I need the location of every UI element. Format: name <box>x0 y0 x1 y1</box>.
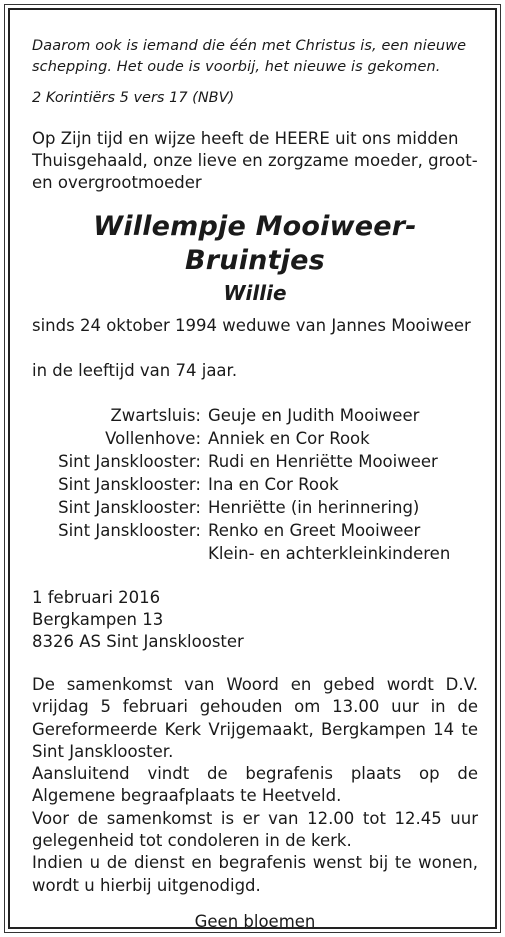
widow-line: sinds 24 oktober 1994 weduwe van Jannes Mooiweer <box>32 316 471 335</box>
family-place: Sint Jansklooster: <box>58 521 201 540</box>
family-row <box>32 404 478 427</box>
deceased-nickname: Willie <box>223 281 287 305</box>
family-row <box>32 473 478 496</box>
family-names: Renko en Greet Mooiweer <box>208 521 421 540</box>
family-list <box>32 404 478 565</box>
notice-paragraph-1: De samenkomst van Woord en gebed wordt D.V. vrijdag 5 februari gehouden om 13.00 uur in de Gereformeerde Kerk Vrijgemaakt, Bergkampen 14 te Sint Jansklooster. <box>32 675 478 761</box>
family-names: Henriëtte (in herinnering) <box>208 498 420 517</box>
notice-paragraph-2: Aansluitend vindt de begrafenis plaats op de Algemene begraafplaats te Heetveld. <box>32 764 478 806</box>
notice-paragraph-3: Voor de samenkomst is er van 12.00 tot 12.45 uur gelegenheid tot condoleren in de kerk. <box>32 808 478 851</box>
age-line: in de leeftijd van 74 jaar. <box>32 361 238 380</box>
family-place: Sint Jansklooster: <box>58 498 201 517</box>
bible-verse <box>32 36 478 109</box>
address-street: Bergkampen 13 <box>32 610 164 629</box>
intro-line-1: Op Zijn tijd en wijze heeft de HEERE uit ons midden <box>32 129 459 148</box>
family-names: Anniek en Cor Rook <box>208 429 370 448</box>
family-place: Sint Jansklooster: <box>58 452 201 471</box>
intro-text <box>32 128 478 194</box>
intro-line-2: Thuisgehaald, onze lieve en zorgzame moeder, groot- <box>32 151 478 170</box>
intro-line-3: en overgrootmoeder <box>32 173 202 192</box>
notice-paragraph-4: Indien u de dienst en begrafenis wenst bij te wonen, wordt u hierbij uitgenodigd. <box>32 853 478 895</box>
family-row <box>32 450 478 473</box>
grandchildren-line: Klein- en achterkleinkinderen <box>208 544 451 563</box>
service-notice <box>32 674 478 897</box>
verse-line-1: Daarom ook is iemand die één met Christus is, een nieuwe <box>32 38 467 54</box>
family-names: Rudi en Henriëtte Mooiweer <box>208 452 438 471</box>
address-block <box>32 587 478 653</box>
closing-note: Geen bloemen <box>194 911 316 931</box>
verse-reference: 2 Korintiërs 5 vers 17 (NBV) <box>32 90 235 106</box>
family-row <box>32 496 478 519</box>
family-names: Ina en Cor Rook <box>208 475 339 494</box>
address-postal-city: 8326 AS Sint Jansklooster <box>32 632 244 651</box>
family-row <box>32 519 478 542</box>
family-place: Vollenhove: <box>105 429 201 448</box>
obituary-content <box>32 36 478 933</box>
verse-line-2: schepping. Het oude is voorbij, het nieuwe is gekomen. <box>32 59 441 75</box>
family-place: Sint Jansklooster: <box>58 475 201 494</box>
deceased-name: Willempje Mooiweer-Bruintjes <box>93 211 417 276</box>
address-date: 1 februari 2016 <box>32 588 161 607</box>
family-names: Geuje en Judith Mooiweer <box>208 406 420 425</box>
family-row <box>32 427 478 450</box>
family-place: Zwartsluis: <box>110 406 201 425</box>
